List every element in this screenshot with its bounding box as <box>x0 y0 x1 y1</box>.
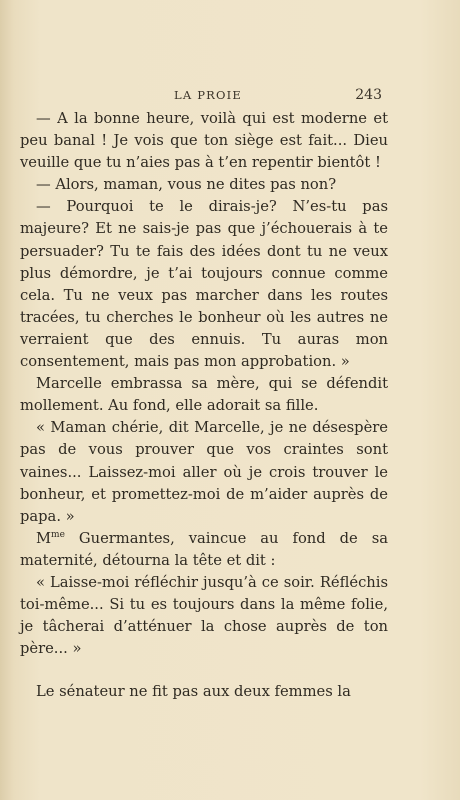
paragraph: Le sénateur ne fit pas aux deux femmes la <box>36 683 351 701</box>
honorific-superscript: me <box>51 529 65 540</box>
paragraph-continuation: Guermantes, vaincue au fond de sa maternité, détourna la tête et dit : <box>20 529 388 569</box>
running-title: LA PROIE <box>174 88 242 102</box>
paragraph-honorific <box>20 528 388 572</box>
paragraph: — Alors, maman, vous ne dites pas non? <box>36 176 337 194</box>
body-text <box>20 108 388 703</box>
paragraph-gap <box>20 660 388 681</box>
honorific-prefix: M <box>36 529 52 547</box>
paragraph: — Pourquoi te le dirais-je? N’es-tu pas majeure? Et ne sais-je pas que j’échouerais à te persuader? Tu te fais des idées dont tu ne veux plus démordre, je t’ai toujours connue comme cela. Tu ne veux pas marcher dans les routes tracées, tu cherches le bonheur où les autres ne verraient que des ennuis. Tu auras mon consentement, mais pas mon approbation. » <box>20 198 388 371</box>
running-header <box>0 88 460 106</box>
paragraph: — A la bonne heure, voilà qui est moderne et peu banal ! Je vois que ton siège est fait... Dieu veuille que tu n’aies pas à t’en repentir bientôt ! <box>20 110 388 172</box>
page-number: 243 <box>355 87 382 103</box>
paragraph: « Maman chérie, dit Marcelle, je ne désespère pas de vous prouver que vos craintes sont vaines... Laissez-moi aller où je crois trouver le bonheur, et promettez-moi de m’aider auprès de papa. » <box>20 419 388 525</box>
paragraph: « Laisse-moi réfléchir jusqu’à ce soir. Réfléchis toi-même... Si tu es toujours dans la même folie, je tâcherai d’atténuer la chose auprès de ton père... » <box>20 573 388 658</box>
paragraph: Marcelle embrassa sa mère, qui se défendit mollement. Au fond, elle adorait sa fille. <box>20 375 388 415</box>
